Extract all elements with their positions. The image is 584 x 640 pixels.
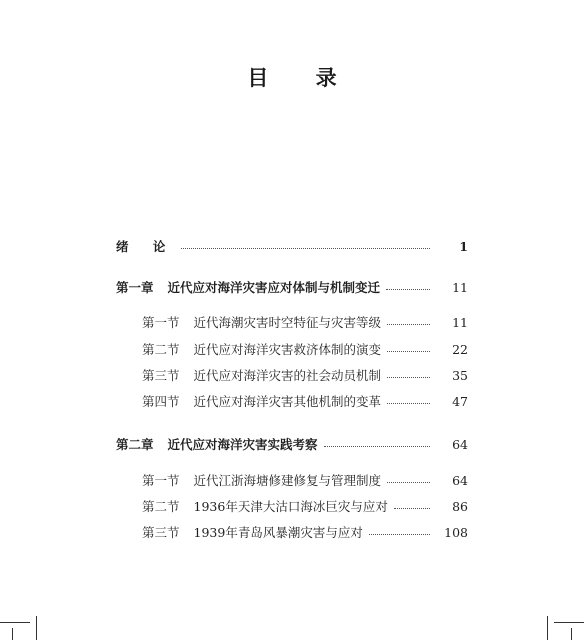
section-title: 1936年天津大沽口海冰巨灾与应对	[193, 499, 388, 514]
chapter-number: 第一章	[116, 280, 154, 295]
crop-mark-bottom-right-v	[547, 616, 548, 640]
dot-leader	[386, 289, 430, 290]
toc-entry-intro[interactable]	[116, 236, 468, 256]
toc-section-1-4[interactable]	[142, 391, 468, 411]
toc-chapter-1[interactable]	[116, 277, 468, 297]
section-number: 第三节	[142, 368, 180, 383]
section-title: 近代应对海洋灾害其他机制的变革	[193, 394, 382, 409]
dot-leader	[394, 508, 430, 509]
section-number: 第一节	[142, 315, 180, 330]
section-title: 1939年青岛风暴潮灾害与应对	[193, 525, 363, 540]
dot-leader	[387, 403, 430, 404]
page-title: 目 录	[247, 65, 357, 90]
crop-mark-bottom-left-v2	[12, 628, 13, 640]
toc-section-2-1[interactable]	[142, 470, 468, 490]
section-number: 第一节	[142, 473, 180, 488]
toc-section-2-2[interactable]	[142, 496, 468, 516]
toc-page-number: 11	[452, 314, 468, 330]
toc-section-1-3[interactable]	[142, 365, 468, 385]
dot-leader	[387, 482, 430, 483]
dot-leader	[369, 534, 430, 535]
dot-leader	[181, 248, 430, 249]
toc-page-number: 1	[459, 238, 468, 254]
toc-page-number: 64	[452, 472, 468, 488]
section-title: 近代江浙海塘修建修复与管理制度	[193, 473, 382, 488]
crop-mark-bottom-left-h	[0, 622, 30, 623]
section-number: 第二节	[142, 342, 180, 357]
toc-page-number: 108	[444, 524, 468, 540]
section-title: 近代应对海洋灾害的社会动员机制	[193, 368, 382, 383]
crop-mark-bottom-right-h	[554, 622, 584, 623]
toc-page-number: 22	[452, 341, 468, 357]
chapter-title: 近代应对海洋灾害应对体制与机制变迁	[167, 280, 381, 295]
toc-page-number: 86	[452, 498, 468, 514]
chapter-number: 第二章	[116, 437, 154, 452]
section-number: 第三节	[142, 525, 180, 540]
toc-section-1-1[interactable]	[142, 312, 468, 332]
dot-leader	[324, 446, 430, 447]
dot-leader	[387, 377, 430, 378]
crop-mark-bottom-left-v	[36, 616, 37, 640]
section-title: 近代应对海洋灾害救济体制的演变	[193, 342, 382, 357]
section-title: 近代海潮灾害时空特征与灾害等级	[193, 315, 382, 330]
toc-page-number: 35	[452, 367, 468, 383]
toc-chapter-2[interactable]	[116, 434, 468, 454]
section-number: 第二节	[142, 499, 180, 514]
toc-page-number: 11	[452, 279, 468, 295]
chapter-title: 近代应对海洋灾害实践考察	[167, 437, 318, 452]
section-number: 第四节	[142, 394, 180, 409]
toc-page-number: 64	[452, 436, 468, 452]
dot-leader	[387, 324, 430, 325]
toc-section-2-3[interactable]	[142, 522, 468, 542]
toc-page-number: 47	[452, 393, 468, 409]
dot-leader	[387, 351, 430, 352]
toc-section-1-2[interactable]	[142, 339, 468, 359]
crop-mark-bottom-right-v2	[571, 628, 572, 640]
toc-entry-title: 绪 论	[116, 239, 176, 254]
